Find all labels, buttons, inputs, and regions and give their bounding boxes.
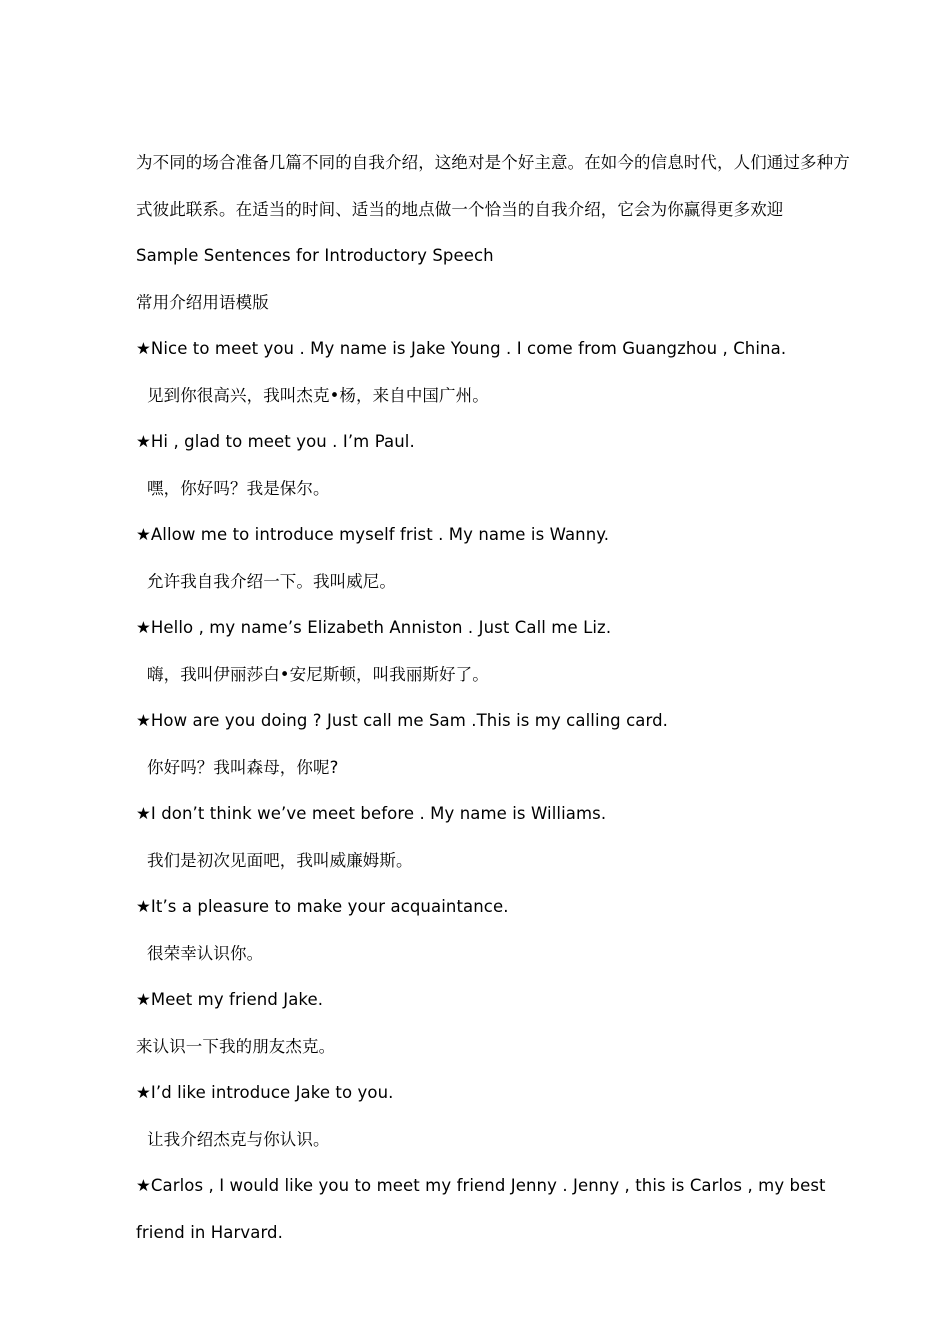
sentence-text: I’d like introduce Jake to you. bbox=[150, 1083, 394, 1102]
sentence-english bbox=[136, 605, 842, 652]
star-icon: ★ bbox=[136, 804, 151, 823]
sentence-chinese: 我们是初次见面吧，我叫威廉姆斯。 bbox=[147, 850, 413, 870]
heading-chinese: 常用介绍用语模版 bbox=[136, 292, 269, 312]
sentence-english bbox=[136, 977, 842, 1024]
star-icon: ★ bbox=[136, 339, 151, 358]
heading-english: Sample Sentences for Introductory Speech bbox=[136, 246, 494, 265]
document-page bbox=[136, 140, 850, 1256]
sentence-english bbox=[136, 326, 842, 373]
sentence-english bbox=[136, 1070, 842, 1117]
star-icon: ★ bbox=[136, 618, 151, 637]
sentence-english bbox=[136, 884, 842, 931]
sentence-english-continued: friend in Harvard. bbox=[136, 1222, 283, 1242]
star-icon: ★ bbox=[136, 990, 151, 1009]
intro-line: 为不同的场合准备几篇不同的自我介绍，这绝对是个好主意。在如今的信息时代，人们通过多种方 bbox=[136, 153, 850, 172]
sentence-chinese: 见到你很高兴，我叫杰克•杨，来自中国广州。 bbox=[147, 385, 489, 405]
sentence-text: Carlos , I would like you to meet my friend Jenny . Jenny , this is Carlos , my best bbox=[150, 1176, 826, 1195]
sentence-english bbox=[136, 1163, 842, 1210]
sentence-chinese: 允许我自我介绍一下。我叫威尼。 bbox=[147, 571, 396, 591]
sentence-text: It’s a pleasure to make your acquaintance. bbox=[150, 897, 509, 916]
sentence-text: Meet my friend Jake. bbox=[150, 990, 324, 1009]
star-icon: ★ bbox=[136, 432, 151, 451]
sentence-english bbox=[136, 512, 842, 559]
sentence-english bbox=[136, 698, 842, 745]
sentence-text: How are you doing ? Just call me Sam .This is my calling card. bbox=[150, 711, 668, 730]
star-icon: ★ bbox=[136, 1176, 151, 1195]
sentence-chinese: 很荣幸认识你。 bbox=[147, 943, 264, 963]
sentence-text: Hello , my name’s Elizabeth Anniston . Just Call me Liz. bbox=[150, 618, 612, 637]
sentence-english bbox=[136, 419, 842, 466]
sentence-text: Nice to meet you . My name is Jake Young . I come from Guangzhou , China. bbox=[150, 339, 787, 358]
sentence-text: Hi , glad to meet you . I’m Paul. bbox=[150, 432, 415, 451]
sentence-chinese: 你好吗？我叫森母，你呢? bbox=[147, 757, 339, 777]
sentence-chinese: 嗨，我叫伊丽莎白•安尼斯顿，叫我丽斯好了。 bbox=[147, 664, 489, 684]
sentence-english bbox=[136, 791, 842, 838]
star-icon: ★ bbox=[136, 897, 151, 916]
star-icon: ★ bbox=[136, 1083, 151, 1102]
sentence-chinese: 让我介绍杰克与你认识。 bbox=[147, 1129, 330, 1149]
star-icon: ★ bbox=[136, 711, 151, 730]
sentence-text: Allow me to introduce myself frist . My name is Wanny. bbox=[150, 525, 610, 544]
sentence-text: I don’t think we’ve meet before . My name is Williams. bbox=[150, 804, 607, 823]
sentence-chinese: 来认识一下我的朋友杰克。 bbox=[136, 1036, 336, 1056]
star-icon: ★ bbox=[136, 525, 151, 544]
sentence-chinese: 嘿，你好吗？我是保尔。 bbox=[147, 478, 330, 498]
intro-line: 式彼此联系。在适当的时间、适当的地点做一个恰当的自我介绍，它会为你赢得更多欢迎 bbox=[136, 199, 784, 219]
